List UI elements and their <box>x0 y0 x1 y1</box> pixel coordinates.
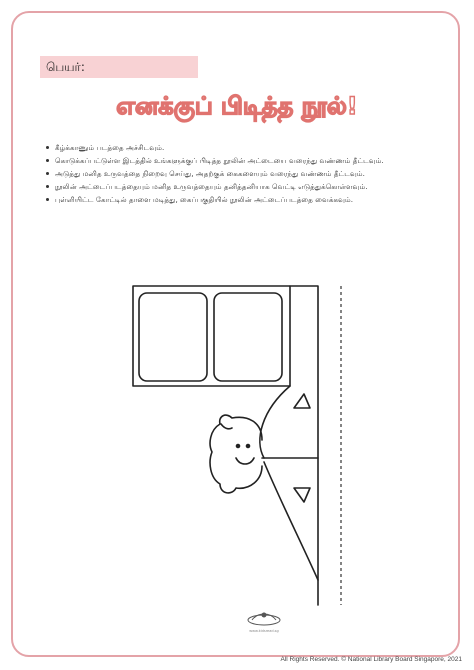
logo-url: www.kidsread.sg <box>249 629 279 633</box>
figure-ear <box>221 424 232 429</box>
book-left-page <box>139 293 207 381</box>
arm-triangle-bottom <box>294 488 310 502</box>
figure-body-outline <box>290 286 318 605</box>
arm-triangle-top <box>294 394 310 408</box>
instruction-item: அடுத்து மனித உருவத்தை நிறைவு செய்து, அதற்குக் கைகளையும் வரைந்து வண்ணம் தீட்டவும். <box>44 168 432 179</box>
figure-eye-left <box>237 445 240 448</box>
figure-head <box>210 415 262 493</box>
name-label: பெயர்: <box>46 60 85 74</box>
figure-smile <box>236 458 254 464</box>
figure-upper-arm <box>260 386 290 458</box>
instruction-item: கீழ்க்காணும் படத்தை அச்சிடவும். <box>44 142 432 153</box>
instruction-item: கொடுக்கப்பட்டுள்ள இடத்தில் உங்களுக்குப் பிடித்த நூலின் அட்டையை வரைந்து வண்ணம் தீட்டவும். <box>44 155 432 166</box>
copyright-footer: All Rights Reserved. © National Library Board Singapore, 2021 <box>280 656 462 663</box>
figure-eye-right <box>247 445 250 448</box>
kidsread-logo-icon <box>244 608 284 628</box>
book-right-page <box>214 293 282 381</box>
worksheet-title: எனக்குப் பிடித்த நூல்! <box>116 92 358 120</box>
figure-lower-arm <box>264 462 318 580</box>
instruction-item: நூலின் அட்டைப்படத்தையும் மனித உருவத்தையும் தனித்தனியாக வெட்டி எடுத்துக்கொள்ளவும். <box>44 181 432 192</box>
instruction-item: புள்ளியிட்ட கோட்டில் தாளை மடித்து, கைப்பகுதியில் நூலின் அட்டைப்படத்தை வைக்கவும். <box>44 194 432 205</box>
book-outline <box>133 286 290 386</box>
